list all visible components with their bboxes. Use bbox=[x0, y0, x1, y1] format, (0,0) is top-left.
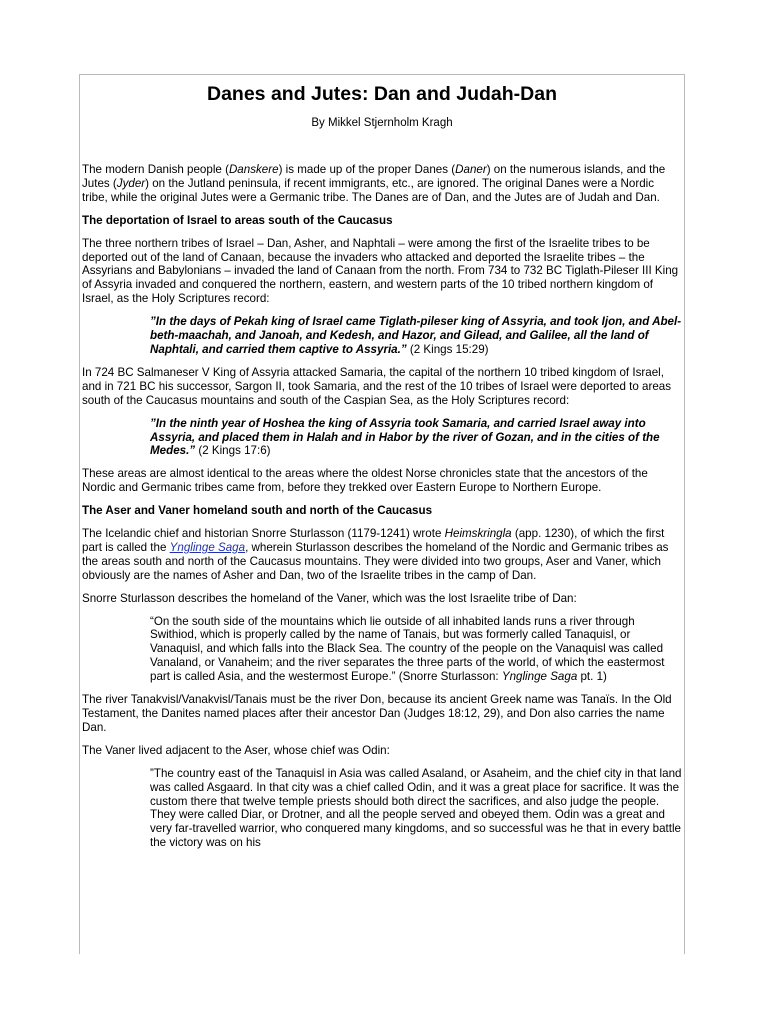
vaner-intro-paragraph: Snorre Sturlasson describes the homeland of the Vaner, which was the lost Israelite tribe of Dan: bbox=[82, 591, 577, 605]
ynglinge-saga-link[interactable]: Ynglinge Saga bbox=[169, 540, 246, 554]
author-byline: By Mikkel Stjernholm Kragh bbox=[311, 117, 453, 129]
scripture-quote-2: ”In the ninth year of Hoshea the king of Assyria took Samaria, and carried Israel away into Assyria, and placed them in Halah and in Habor by the river of Gozan, and in the cities of the Medes.” (2 Kings 17:6) bbox=[150, 416, 660, 458]
document-page bbox=[79, 74, 685, 954]
section-heading-homeland: The Aser and Vaner homeland south and north of the Caucasus bbox=[82, 504, 433, 518]
saga-quote-2: ”The country east of the Tanaquisl in Asia was called Asaland, or Asaheim, and the chief city in that land was called Asgaard. In that city was a chief called Odin, and it was a great place for sacrifice. It was the custom there that twelve temple priests should both direct the sacrifices, and also judge the people. They were called Diar, or Drotner, and all the people served and obeyed them. Odin was a great and very far-travelled warrior, who conquered many kingdoms, and so successful was he that in every battle the victory was on his bbox=[150, 766, 682, 850]
section-heading-deportation: The deportation of Israel to areas south of the Caucasus bbox=[82, 213, 393, 227]
samaria-paragraph: In 724 BC Salmaneser V King of Assyria attacked Samaria, the capital of the northern 10 tribed kingdom of Israel, and in 721 BC his successor, Sargon II, took Samaria, and the rest of the 10 tribes of Israel were deported to areas south of the Caucasus mountains and south of the Caspian Sea, as the Holy Scriptures record: bbox=[82, 365, 672, 407]
odin-intro-paragraph: The Vaner lived adjacent to the Aser, whose chief was Odin: bbox=[82, 743, 390, 757]
snorre-paragraph: The Icelandic chief and historian Snorre Sturlasson (1179-1241) wrote Heimskringla (app. 1230), of which the first part is called the Ynglinge Saga, wherein Sturlasson describes the homeland of the Nordic and Germanic tribes as the areas south and north of the Caucasus mountains. They were divided into two groups, Aser and Vaner, which obviously are the names of Asher and Dan, two of the Israelite tribes in the camp of Dan. bbox=[82, 527, 669, 582]
saga-quote-1: “On the south side of the mountains which lie outside of all inhabited lands runs a river through Swithiod, which is properly called by the name of Tanais, but was formerly called Tanaquisl, or Vanaquisl, and which falls into the Black Sea. The country of the people on the Vanaquisl was called Vanaland, or Vanaheim; and the river separates the three parts of the world, of which the eastermost part is called Asia, and the westermost Europe.” (Snorre Sturlasson: Ynglinge Saga pt. 1) bbox=[150, 614, 665, 684]
intro-paragraph: The modern Danish people (Danskere) is made up of the proper Danes (Daner) on the numerous islands, and the Jutes (Jyder) on the Jutland peninsula, if recent immigrants, etc., are ignored. The original Danes were a Nordic tribe, while the original Jutes were a Germanic tribe. The Danes are of Dan, and the Jutes are of Judah and Dan. bbox=[82, 163, 666, 204]
areas-paragraph: These areas are almost identical to the areas where the oldest Norse chronicles state that the ancestors of the Nordic and Germanic tribes came from, before they trekked over Eastern Europe to Northern Europe. bbox=[82, 467, 648, 495]
deportation-paragraph: The three northern tribes of Israel – Dan, Asher, and Naphtali – were among the first of the Israelite tribes to be deported out of the land of Canaan, because the invaders who attacked and deported the Israelite tribes – the Assyrians and Babylonians – invaded the land of Canaan from the north. From 734 to 732 BC Tiglath-Pileser III King of Assyria invaded and conquered the northern, eastern, and western parts of the 10 tribed northern kingdom of Israel, as the Holy Scriptures record: bbox=[82, 236, 679, 306]
river-paragraph: The river Tanakvisl/Vanakvisl/Tanais must be the river Don, because its ancient Greek name was Tanaïs. In the Old Testament, the Danites named places after their ancestor Dan (Judges 18:12, 29), and Don also carries the name Dan. bbox=[82, 693, 672, 734]
page-title: Danes and Jutes: Dan and Judah-Dan bbox=[207, 83, 557, 105]
page-fade bbox=[80, 948, 684, 954]
scripture-quote-1: ”In the days of Pekah king of Israel came Tiglath-pileser king of Assyria, and took Ijon, and Abel-beth-maachah, and Janoah, and Kedesh, and Hazor, and Gilead, and Galilee, all the land of Naphtali, and carried them captive to Assyria.” (2 Kings 15:29) bbox=[150, 315, 682, 356]
